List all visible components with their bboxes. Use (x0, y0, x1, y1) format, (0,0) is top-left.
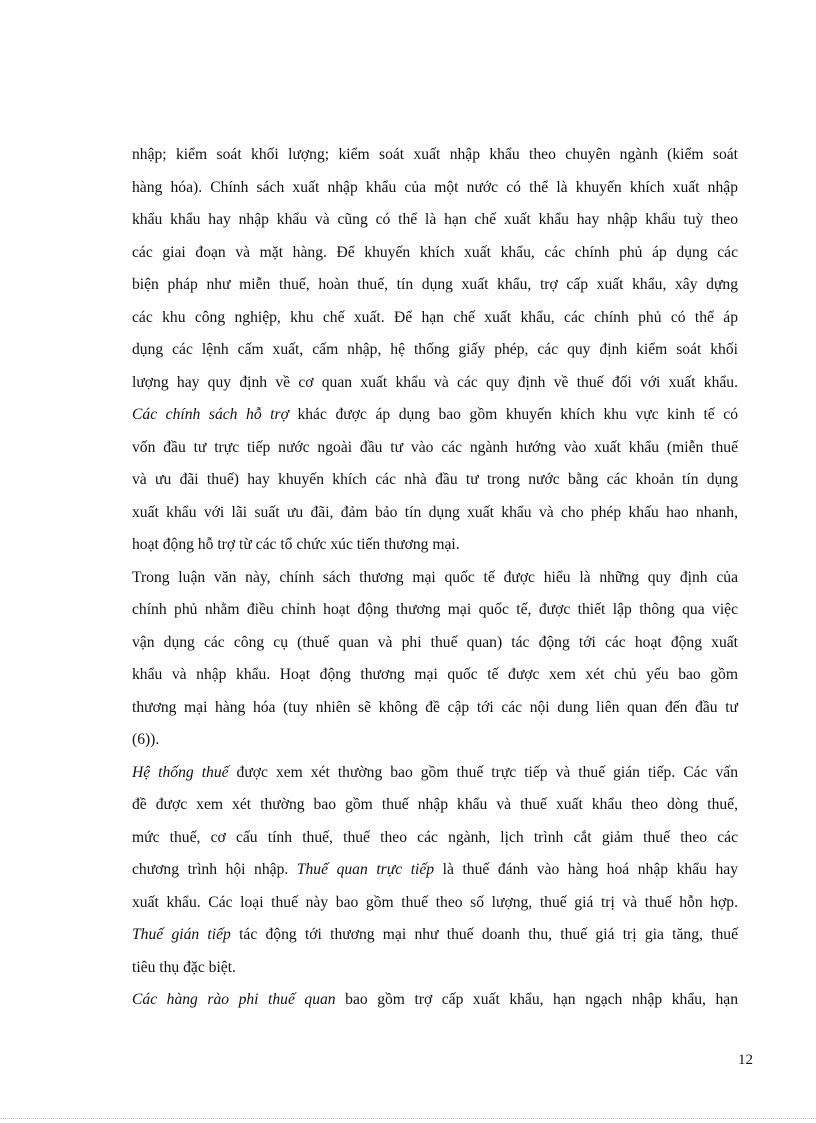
paragraph (132, 139, 738, 562)
text-run: vốn đầu tư trực tiếp nước ngoài đầu tư vào các ngành hướng vào xuất khẩu (miễn thuế (132, 438, 738, 456)
text-line (132, 984, 738, 1017)
text-run: các giai đoạn và mặt hàng. Để khuyến khích xuất khẩu, các chính phủ áp dụng các (132, 243, 738, 261)
text-line (132, 204, 738, 237)
text-line (132, 497, 738, 530)
text-line (132, 302, 738, 335)
paragraph (132, 757, 738, 985)
text-line (132, 464, 738, 497)
page-bottom-divider (0, 1118, 816, 1119)
text-run: đề được xem xét thường bao gồm thuế nhập khẩu và thuế xuất khẩu theo dòng thuế, (132, 796, 738, 813)
text-line (132, 367, 738, 400)
paragraph (132, 984, 738, 1017)
text-line (132, 432, 738, 465)
text-line (132, 269, 738, 302)
text-line (132, 692, 738, 725)
text-run: Trong luận văn này, chính sách thương mại quốc tế được hiểu là những quy định của (132, 568, 738, 586)
text-run: tiêu thụ đặc biệt. (132, 958, 236, 976)
text-run: hàng hóa). Chính sách xuất nhập khẩu của một nước có thể là khuyến khích xuất nhập (132, 178, 738, 196)
text-run: chính phủ nhằm điều chỉnh hoạt động thương mại quốc tế, được thiết lập thông qua việc (132, 601, 738, 618)
text-run: (6)). (132, 731, 160, 748)
text-run: khẩu khẩu hay nhập khẩu và cũng có thể là hạn chế xuất khẩu hay nhập khẩu tuỳ theo (132, 211, 738, 228)
text-line (132, 659, 738, 692)
text-run: các khu công nghiệp, khu chế xuất. Để hạn chế xuất khẩu, các chính phủ có thể áp (132, 308, 738, 326)
text-run: mức thuế, cơ cấu tính thuế, thuế theo các ngành, lịch trình cắt giảm thuế theo các (132, 828, 738, 846)
text-run: vận dụng các công cụ (thuế quan và phi thuế quan) tác động tới các hoạt động xuất (132, 633, 738, 651)
text-run: xuất khẩu. Các loại thuế này bao gồm thuế theo số lượng, thuế giá trị và thuế hỗn hợp. (132, 893, 738, 911)
text-line (132, 757, 738, 790)
text-line (132, 529, 738, 562)
italic-term: Thuế quan trực tiếp (296, 861, 435, 878)
page-number: 12 (738, 1052, 753, 1068)
text-run: được xem xét thường bao gồm thuế trực tiếp và thuế gián tiếp. Các vấn (228, 763, 738, 781)
text-run: chương trình hội nhập. (132, 861, 297, 878)
text-run: xuất khẩu với lãi suất ưu đãi, đảm bảo tín dụng xuất khẩu và cho phép khấu hao nhanh, (132, 503, 738, 521)
text-line (132, 854, 738, 887)
text-run: khác được áp dụng bao gồm khuyến khích khu vực kinh tế có (288, 406, 738, 423)
italic-term: Thuế gián tiếp (132, 926, 231, 943)
text-run: biện pháp như miễn thuế, hoàn thuế, tín dụng xuất khẩu, trợ cấp xuất khẩu, xây dựng (132, 276, 738, 293)
text-line (132, 399, 738, 432)
text-line (132, 919, 738, 952)
text-run: lượng hay quy định về cơ quan xuất khẩu và các quy định về thuế đối với xuất khẩu. (132, 373, 738, 391)
paragraph (132, 562, 738, 757)
text-run: nhập; kiểm soát khối lượng; kiểm soát xuất nhập khẩu theo chuyên ngành (kiểm soát (132, 146, 738, 163)
text-run: hoạt động hỗ trợ từ các tổ chức xúc tiến thương mại. (132, 536, 460, 553)
text-run: là thuế đánh vào hàng hoá nhập khẩu hay (434, 861, 738, 878)
text-run: và ưu đãi thuế) hay khuyến khích các nhà đầu tư trong nước bằng các khoản tín dụng (132, 471, 738, 488)
text-run: bao gồm trợ cấp xuất khẩu, hạn ngạch nhập khẩu, hạn (335, 991, 738, 1008)
text-line (132, 562, 738, 595)
text-line (132, 237, 738, 270)
text-line (132, 887, 738, 920)
italic-term: Hệ thống thuế (132, 763, 229, 781)
text-line (132, 789, 738, 822)
text-line (132, 724, 738, 757)
text-run: thương mại hàng hóa (tuy nhiên sẽ không đề cập tới các nội dung liên quan đến đầu tư (132, 698, 738, 716)
text-line (132, 594, 738, 627)
text-run: tác động tới thương mại như thuế doanh thu, thuế giá trị gia tăng, thuế (230, 926, 738, 943)
body-text (132, 139, 738, 1017)
text-run: dụng các lệnh cấm xuất, cấm nhập, hệ thống giấy phép, các quy định kiểm soát khối (132, 341, 738, 358)
text-line (132, 172, 738, 205)
italic-term: Các chính sách hỗ trợ (132, 406, 289, 423)
text-line (132, 334, 738, 367)
text-line (132, 822, 738, 855)
text-line (132, 627, 738, 660)
text-line (132, 952, 738, 985)
text-run: khẩu và nhập khẩu. Hoạt động thương mại quốc tế được xem xét chủ yếu bao gồm (132, 666, 738, 683)
text-line (132, 139, 738, 172)
italic-term: Các hàng rào phi thuế quan (132, 991, 336, 1008)
